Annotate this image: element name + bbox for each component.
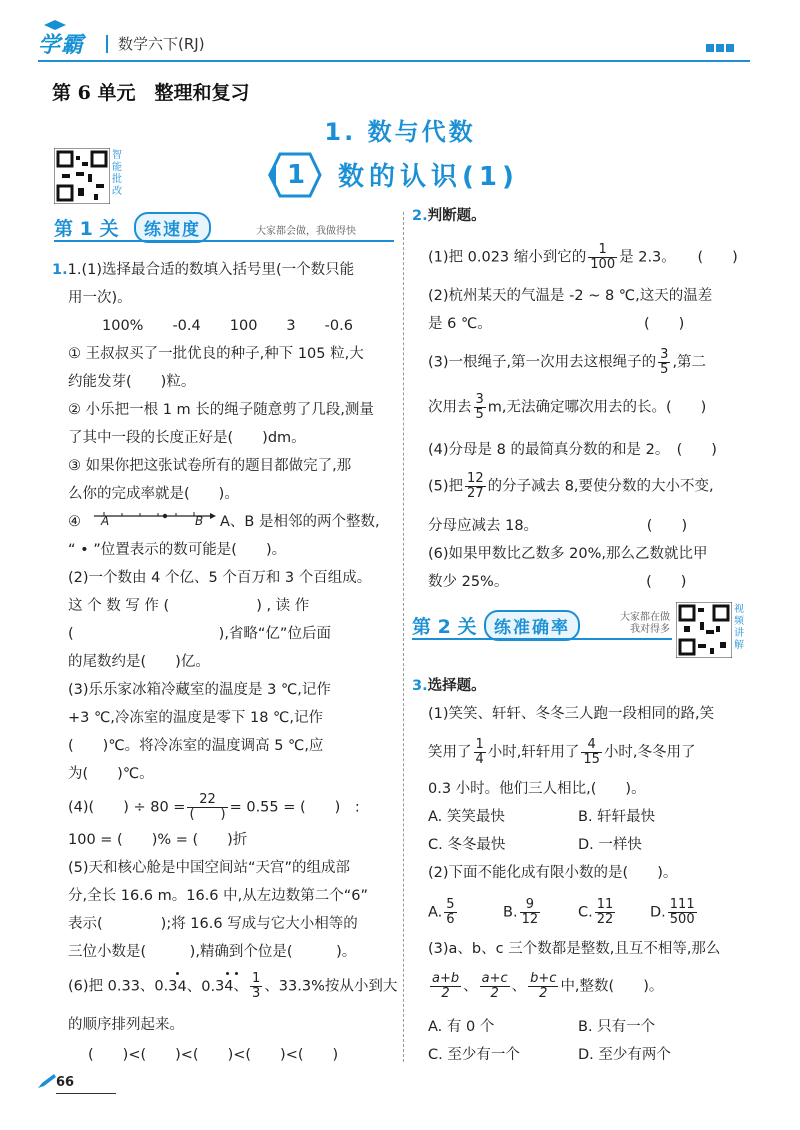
q1-line: ( )℃。将冷冻室的温度调高 5 ℃,应 — [68, 738, 324, 754]
q1-line: 为( )℃。 — [68, 766, 154, 782]
fraction: $\frac{11}{22}$ — [596, 897, 614, 927]
q1-line: ① 王叔叔买了一批优良的种子,种下 105 粒,大 — [68, 346, 364, 362]
page-number: 66 — [56, 1075, 75, 1090]
footer-rule — [56, 1093, 116, 1094]
q1-line: 三位小数是( ),精确到个位是( )。 — [68, 944, 357, 960]
lesson-title: 数的认识(1) — [338, 162, 519, 192]
q2-item: (4)分母是 8 的最简真分数的和是 2。 ( ) — [428, 442, 717, 458]
q3-option: A. 有 0 个 — [428, 1019, 495, 1035]
logo-divider — [106, 35, 108, 53]
section-title: 1. 数与代数 — [324, 118, 476, 146]
q3-option: B. 轩轩最快 — [578, 809, 656, 825]
fraction: $\frac{a+b}{2}$ — [432, 971, 460, 1001]
q1-line: 用一次)。 — [68, 290, 132, 306]
repeating-dot — [176, 972, 179, 975]
q1-line: 分,全长 16.6 m。16.6 中,从左边数第二个“6” — [68, 888, 368, 904]
pass-2-tag: 大家都在做 我对得多 — [620, 612, 670, 635]
q3-option: A. 笑笑最快 — [428, 809, 505, 825]
q3-option: A. $\frac{5}{6}$ — [428, 897, 455, 927]
q1-line: 么你的完成率就是( )。 — [68, 486, 239, 502]
header-square — [726, 44, 734, 52]
fraction: $\frac{1}{3}$ — [252, 971, 261, 1001]
q2-item: 次用去 $\frac{3}{5}$ m,无法确定哪次用去的长。( ) — [428, 392, 707, 422]
fraction: $\frac{1}{4}$ — [475, 737, 484, 767]
q1-line: 约能发芽( )粒。 — [68, 374, 196, 390]
q1-line: 了其中一段的长度正好是( )dm。 — [68, 430, 306, 446]
pass-2-pill: 练准确率 — [484, 610, 580, 641]
unit-title: 第 6 单元 整理和复习 — [52, 82, 250, 104]
q3-item: (3)a、b、c 三个数都是整数,且互不相等,那么 — [428, 941, 721, 957]
q3-item: 笑用了 $\frac{1}{4}$ 小时,轩轩用了 $\frac{4}{15}$ 小时,冬冬用了 — [428, 737, 696, 767]
q2-item: (6)如果甲数比乙数多 20%,那么乙数就比甲 — [428, 546, 708, 562]
qr-label: 智能批改 — [112, 150, 122, 197]
q3-option: C. 至少有一个 — [428, 1047, 520, 1063]
fraction: $\frac{4}{15}$ — [583, 737, 600, 767]
q1-line: 1.1.(1)选择最合适的数填入括号里(一个数只能 — [52, 262, 355, 278]
q3-item: (2)下面不能化成有限小数的是( )。 — [428, 865, 678, 881]
fraction: $\frac{5}{6}$ — [446, 897, 455, 927]
q1-line: 100 = ( )% = ( )折 — [68, 832, 248, 848]
q3-option: D. 一样快 — [578, 837, 642, 853]
q3-option: D. 至少有两个 — [578, 1047, 671, 1063]
q1-line: 的顺序排列起来。 — [68, 1017, 184, 1033]
brand-logo: 学霸 — [38, 33, 85, 58]
q3-option: B. 只有一个 — [578, 1019, 656, 1035]
fraction: $\frac{1}{100}$ — [590, 242, 616, 272]
q2-title: 2.判断题。 — [412, 208, 486, 224]
pencil-icon — [38, 1074, 56, 1088]
q3-title: 3.选择题。 — [412, 678, 486, 694]
q1-line: “ • ”位置表示的数可能是( )。 — [68, 542, 287, 558]
q3-item: 0.3 小时。他们三人相比,( )。 — [428, 781, 646, 797]
q1-line: ④ — [68, 514, 81, 530]
q1-line: 的尾数约是( )亿。 — [68, 654, 210, 670]
fraction: $\frac{a+c}{2}$ — [481, 971, 508, 1001]
qr-code-icon — [54, 148, 110, 204]
q2-item: (5)把 $\frac{12}{27}$ 的分子减去 8,要使分数的大小不变, — [428, 471, 714, 501]
fraction: $\frac{22}{( )}$ — [189, 792, 226, 822]
q2-item: 分母应减去 18。 ( ) — [428, 518, 688, 534]
q1-line: ③ 如果你把这张试卷所有的题目都做完了,那 — [68, 458, 352, 474]
fraction: $\frac{111}{500}$ — [669, 897, 695, 927]
q2-item: 数少 25%。 ( ) — [428, 574, 687, 590]
q1-line: (5)天和核心舱是中国空间站“天宫”的组成部 — [68, 860, 351, 876]
pass-1-tag: 大家都会做，我做得快 — [256, 226, 356, 237]
fraction: $\frac{9}{12}$ — [521, 897, 539, 927]
number-line-label-a: A — [101, 514, 110, 528]
pass-1-label: 第 1 关 — [54, 218, 119, 240]
repeating-dot — [235, 972, 238, 975]
q1-line: ② 小乐把一根 1 m 长的绳子随意剪了几段,测量 — [68, 402, 374, 418]
q3-item: $\frac{a+b}{2}$ 、 $\frac{a+c}{2}$ 、 $\frac{b+c}{2}$ 中,整数( )。 — [432, 971, 664, 1001]
q1-line: (2)一个数由 4 个亿、5 个百万和 3 个百组成。 — [68, 570, 372, 586]
q1-line: (3)乐乐家冰箱冷藏室的温度是 3 ℃,记作 — [68, 682, 331, 698]
q3-option: C. $\frac{11}{22}$ — [578, 897, 614, 927]
pass-2-label: 第 2 关 — [412, 616, 477, 638]
header-square — [716, 44, 724, 52]
fraction: $\frac{3}{5}$ — [660, 347, 669, 377]
qr-label: 视频讲解 — [734, 604, 744, 651]
q1-line: +3 ℃,冷冻室的温度是零下 18 ℃,记作 — [68, 710, 323, 726]
q1-line: ( ),省略“亿”位后面 — [68, 626, 331, 642]
lesson-number: 1 — [287, 160, 306, 190]
q1-equation: (6)把 0.33、0.34、0.34、 $\frac{1}{3}$ 、33.3%按从小到大 — [68, 971, 398, 1001]
header-rule — [38, 60, 750, 62]
repeating-dot — [226, 972, 229, 975]
number-line-label-b: B — [195, 514, 204, 528]
q1-choices: 100% -0.4 100 3 -0.6 — [102, 318, 353, 334]
q2-item: (2)杭州某天的气温是 -2 ~ 8 ℃,这天的温差 — [428, 288, 713, 304]
book-title: 数学六下(RJ) — [118, 35, 205, 53]
q1-answer-row: ( )<( )<( )<( )<( ) — [88, 1047, 339, 1063]
column-divider — [403, 212, 404, 1062]
fraction: $\frac{b+c}{2}$ — [530, 971, 557, 1001]
qr-code-icon — [676, 602, 732, 658]
q2-item: (3)一根绳子,第一次用去这根绳子的 $\frac{3}{5}$ ,第二 — [428, 347, 707, 377]
pass-1-pill: 练速度 — [134, 212, 211, 243]
q3-option: C. 冬冬最快 — [428, 837, 506, 853]
header-square — [706, 44, 714, 52]
q1-line: 表示( );将 16.6 写成与它大小相等的 — [68, 916, 358, 932]
pass-2-underline — [412, 638, 672, 640]
fraction: $\frac{3}{5}$ — [475, 392, 484, 422]
q1-line: 这 个 数 写 作 ( ) , 读 作 — [68, 598, 310, 614]
q3-option: B. $\frac{9}{12}$ — [503, 897, 539, 927]
q3-option: D. $\frac{111}{500}$ — [650, 897, 695, 927]
q1-line: A、B 是相邻的两个整数, — [220, 514, 380, 530]
pass-1-underline — [54, 240, 394, 242]
q2-item: (1)把 0.023 缩小到它的 $\frac{1}{100}$ 是 2.3。 ( ) — [428, 242, 738, 272]
q1-equation: (4)( ) ÷ 80 = $\frac{22}{( )}$ = 0.55 = ( ) : — [68, 792, 360, 822]
q3-item: (1)笑笑、轩轩、冬冬三人跑一段相同的路,笑 — [428, 706, 715, 722]
q2-item: 是 6 ℃。 ( ) — [428, 316, 685, 332]
fraction: $\frac{12}{27}$ — [467, 471, 484, 501]
